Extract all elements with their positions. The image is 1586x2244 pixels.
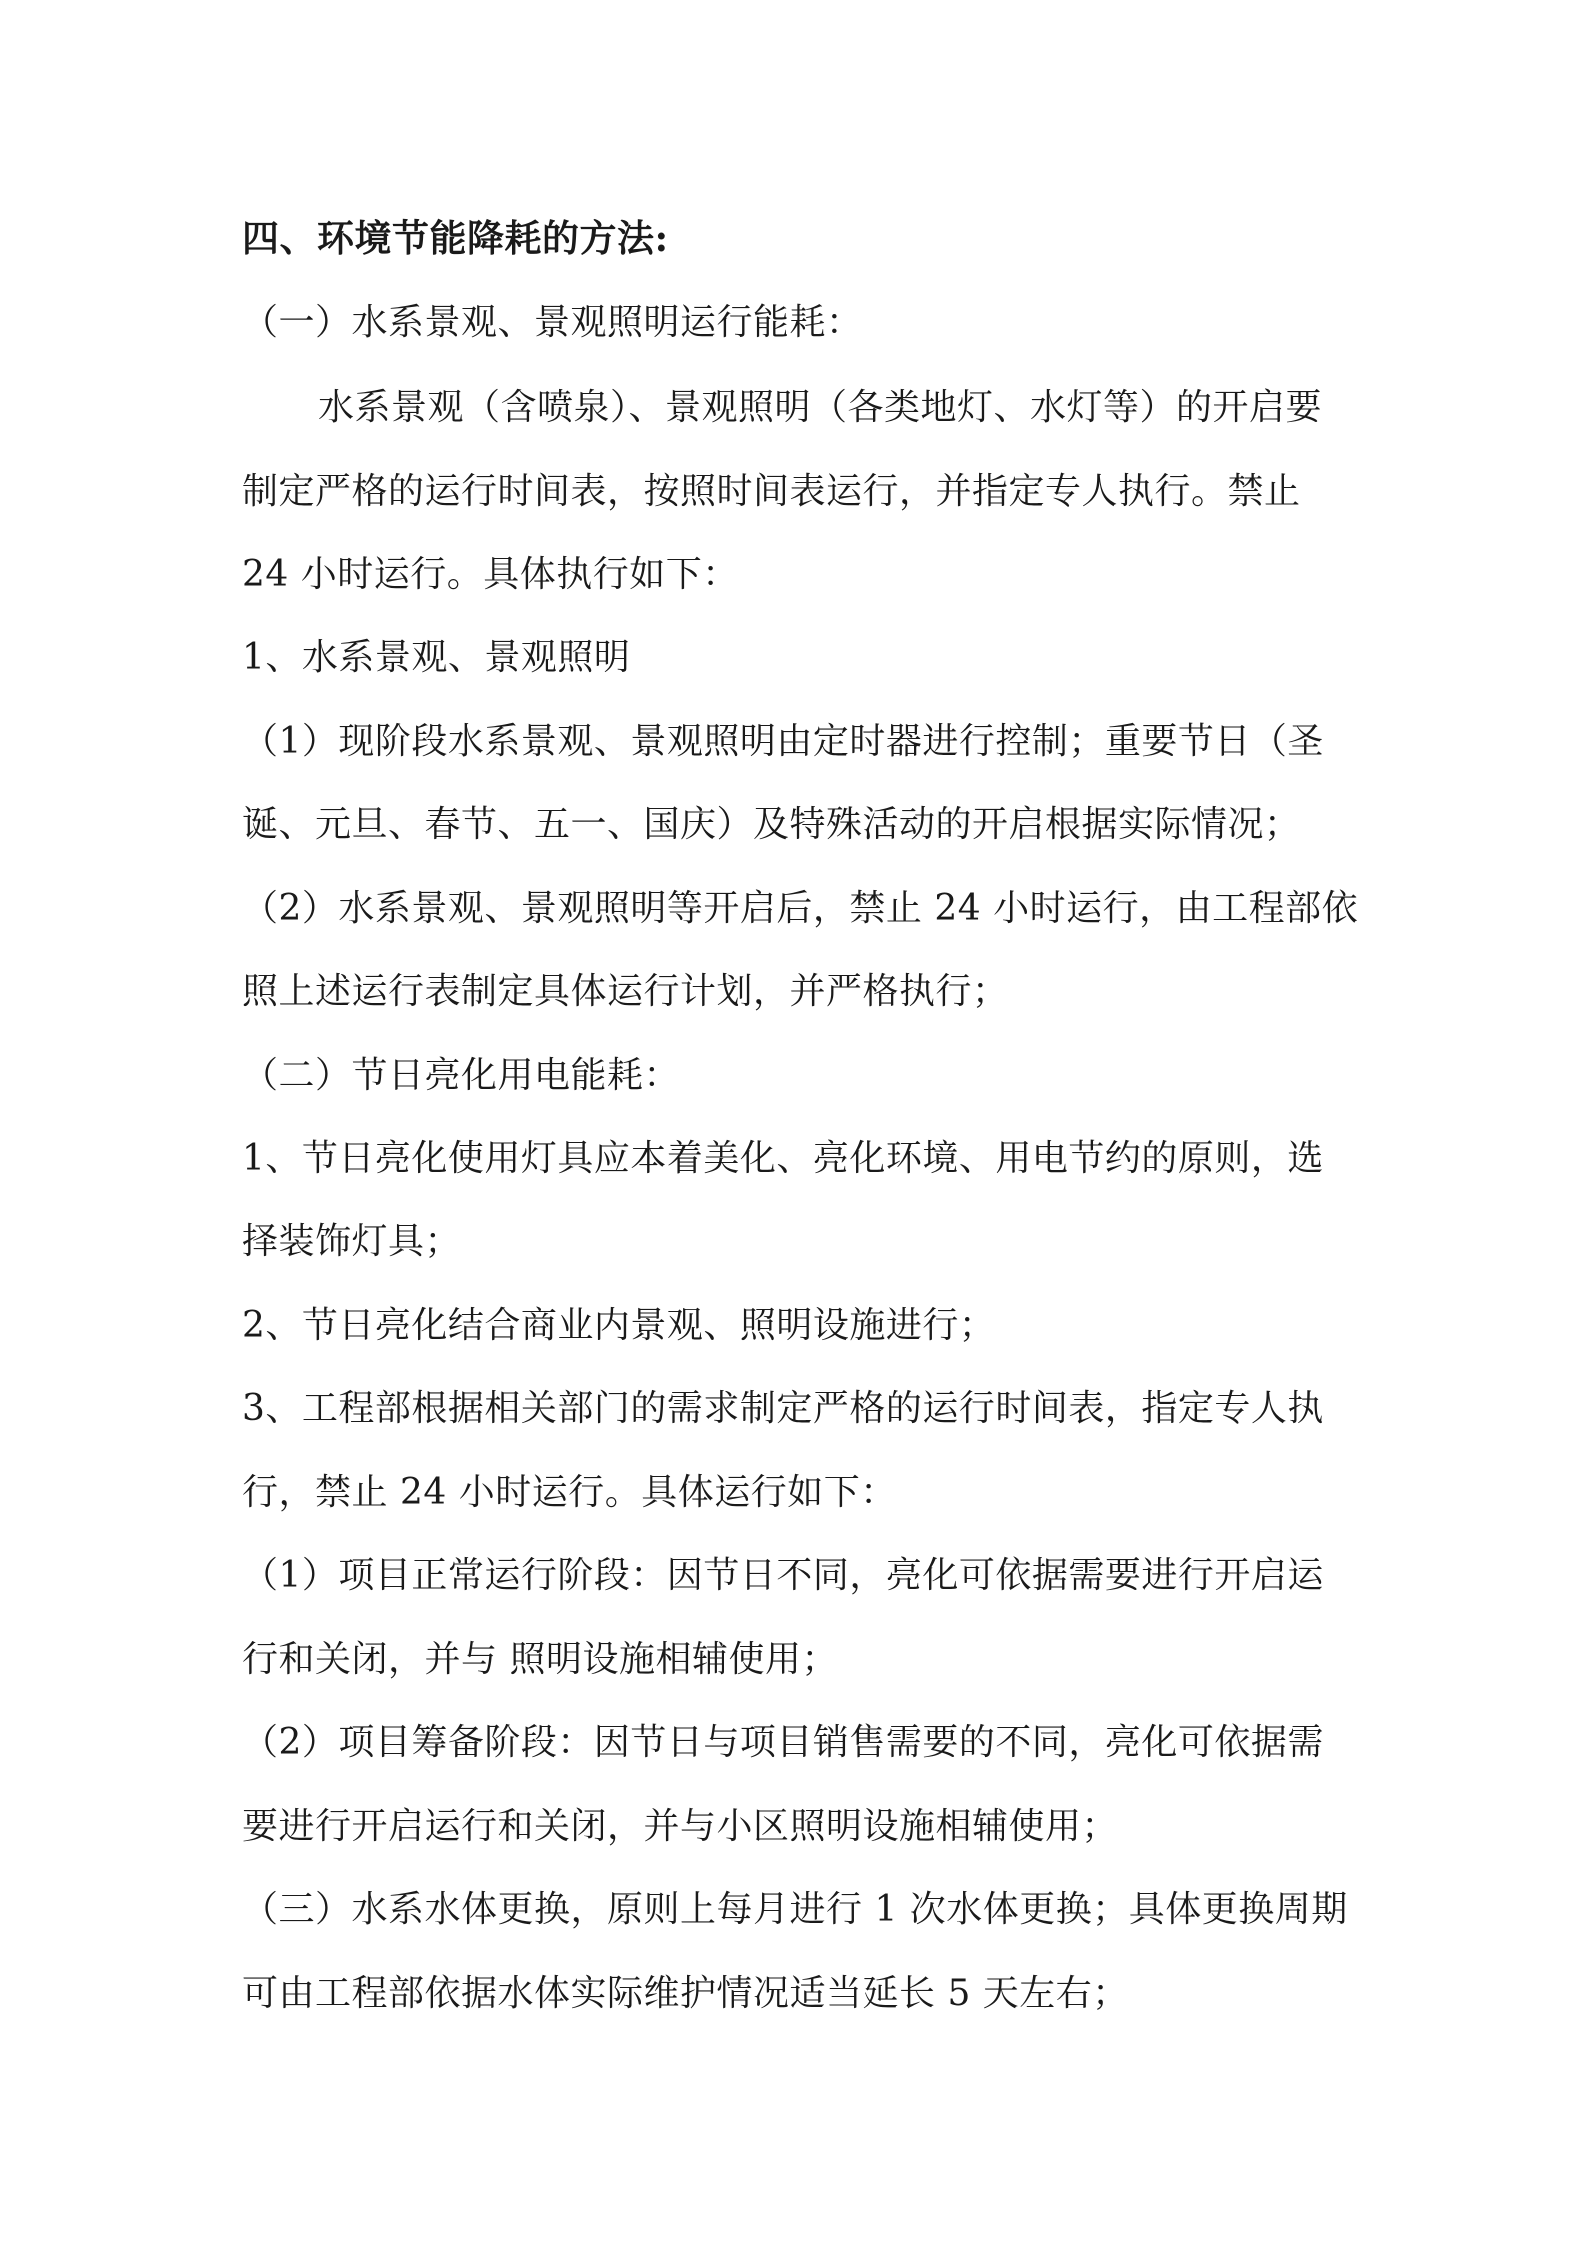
- list-item: 1、节日亮化使用灯具应本着美化、亮化环境、用电节约的原则，选: [242, 1138, 1324, 1179]
- paragraph-line: 水系景观（含喷泉）、景观照明（各类地灯、水灯等）的开启要: [318, 387, 1323, 428]
- list-item: 1、水系景观、景观照明: [242, 637, 631, 678]
- list-item: 2、节日亮化结合商业内景观、照明设施进行；: [242, 1305, 996, 1346]
- list-item: （1）现阶段水系景观、景观照明由定时器进行控制；重要节日（圣: [242, 721, 1324, 762]
- list-item: （2）项目筹备阶段：因节日与项目销售需要的不同，亮化可依据需: [242, 1722, 1324, 1763]
- subsection-heading-3: （三）水系水体更换，原则上每月进行 1 次水体更换；具体更换周期: [242, 1889, 1348, 1930]
- paragraph-line: 择装饰灯具；: [242, 1221, 462, 1262]
- list-item: （1）项目正常运行阶段：因节日不同，亮化可依据需要进行开启运: [242, 1555, 1324, 1596]
- paragraph-line: 可由工程部依据水体实际维护情况适当延长 5 天左右；: [242, 1973, 1129, 2014]
- paragraph-line: 诞、元旦、春节、五一、国庆）及特殊活动的开启根据实际情况；: [242, 804, 1301, 845]
- paragraph-line: 照上述运行表制定具体运行计划，并严格执行；: [242, 971, 1009, 1012]
- paragraph-line: 24 小时运行。具体执行如下：: [242, 554, 739, 595]
- paragraph-line: 要进行开启运行和关闭，并与小区照明设施相辅使用；: [242, 1806, 1119, 1847]
- subsection-heading-1: （一）水系景观、景观照明运行能耗：: [242, 302, 863, 343]
- paragraph-line: 行和关闭，并与 照明设施相辅使用；: [242, 1639, 838, 1680]
- list-item: （2）水系景观、景观照明等开启后，禁止 24 小时运行，由工程部依: [242, 888, 1359, 929]
- section-heading: 四、环境节能降耗的方法:: [242, 216, 669, 260]
- paragraph-line: 行，禁止 24 小时运行。具体运行如下：: [242, 1472, 897, 1513]
- subsection-heading-2: （二）节日亮化用电能耗：: [242, 1055, 681, 1096]
- list-item: 3、工程部根据相关部门的需求制定严格的运行时间表，指定专人执: [242, 1388, 1324, 1429]
- paragraph-line: 制定严格的运行时间表，按照时间表运行，并指定专人执行。禁止: [242, 471, 1301, 512]
